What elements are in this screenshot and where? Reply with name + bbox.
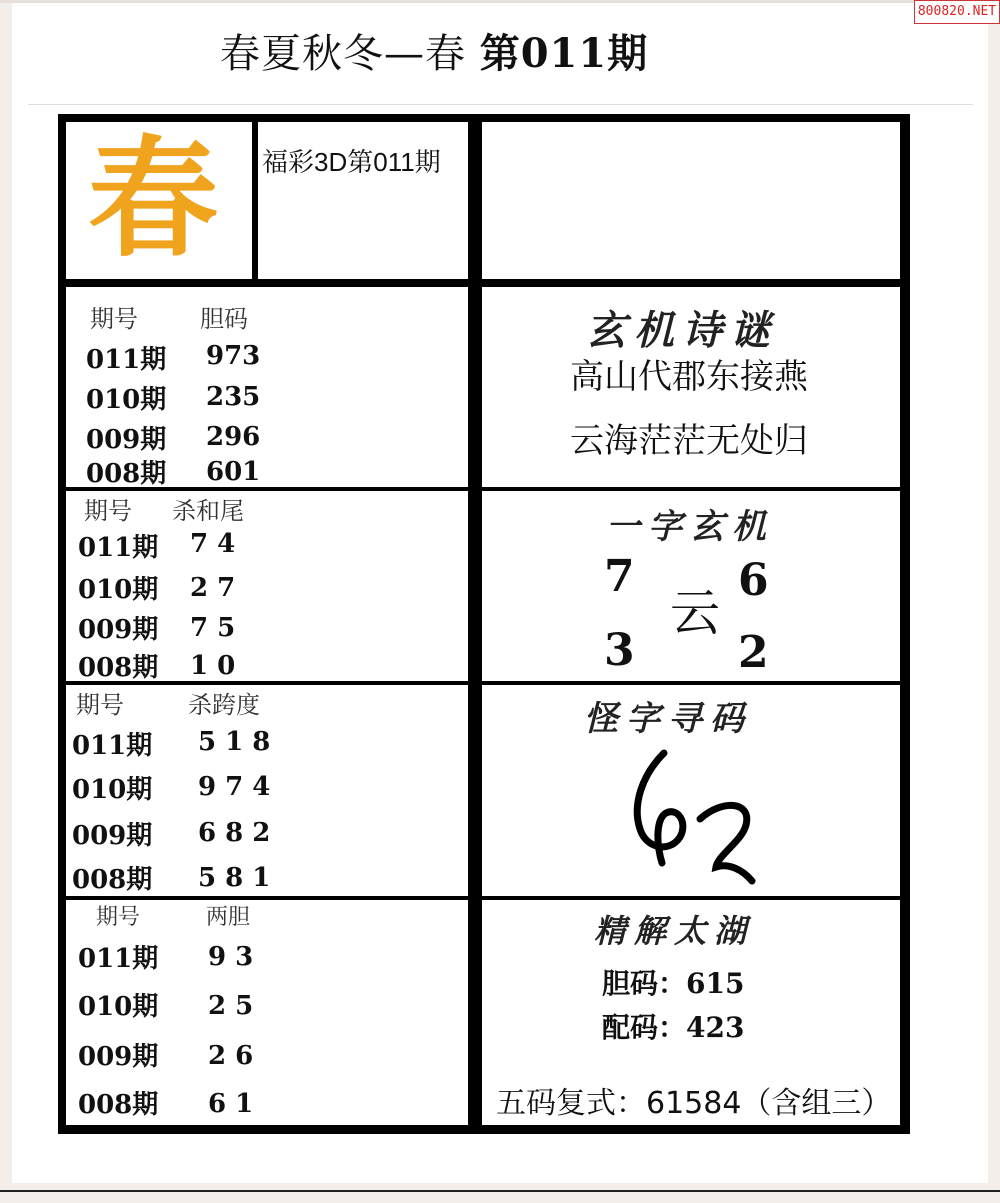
title-main: 春夏秋冬—春	[220, 31, 480, 77]
caption-cell	[258, 122, 468, 279]
taihu-heading: 精解太湖	[594, 912, 755, 950]
taihu-fushi: 五码复式：61584（含组三）	[496, 1086, 892, 1121]
bottom-rule	[0, 1190, 1000, 1192]
table-row-label: 010期	[78, 992, 159, 1022]
yizi-number-top-left: 7	[604, 551, 635, 602]
yizi-number-top-right: 6	[738, 555, 769, 606]
table-row-value: 601	[206, 457, 261, 487]
big-char-cell	[66, 122, 252, 279]
guaizi-box	[482, 685, 900, 896]
yizi-number-bottom-right: 2	[738, 627, 769, 678]
table-row-label: 010期	[72, 775, 153, 805]
page-frame-top	[0, 0, 1000, 3]
kuadu-col-value: 杀跨度	[188, 691, 260, 719]
yizi-char: 云	[670, 584, 720, 642]
page-title	[220, 22, 648, 79]
watermark: 800820.NET	[914, 0, 1000, 24]
chun-char: 春	[88, 122, 219, 275]
table-row-value: 1 0	[190, 651, 236, 681]
table-row-label: 008期	[72, 865, 153, 895]
page-frame-bottom	[0, 1183, 1000, 1203]
table-row-value: 2 7	[190, 573, 236, 603]
title-rule	[28, 104, 973, 105]
table-row-value: 296	[206, 422, 261, 452]
table-row-label: 008期	[78, 1090, 159, 1120]
liangdan-col-issue: 期号	[96, 905, 141, 930]
poem-line-1: 高山代郡东接燕	[570, 357, 808, 397]
table-row-label: 011期	[78, 533, 159, 563]
poem-box	[482, 287, 900, 487]
yizi-heading: 一字玄机	[606, 507, 774, 547]
table-row-label: 011期	[78, 944, 159, 974]
table-row-label: 008期	[78, 653, 159, 681]
yizi-box	[482, 491, 900, 681]
hewei-table	[66, 491, 468, 681]
table-row-value: 2 5	[208, 991, 254, 1021]
taihu-box	[482, 900, 900, 1125]
yizi-number-bottom-left: 3	[604, 625, 635, 676]
page-frame-right	[988, 0, 1000, 1203]
table-row-label: 009期	[78, 1042, 159, 1072]
liangdan-col-value: 两胆	[206, 905, 251, 930]
table-row-label: 008期	[86, 459, 167, 487]
table-row-value: 973	[206, 341, 261, 371]
hewei-col-value: 杀和尾	[172, 497, 244, 525]
table-row-value: 2 6	[208, 1041, 254, 1071]
dan-table	[66, 287, 468, 487]
poem-heading: 玄机诗谜	[586, 307, 778, 354]
table-row-value: 235	[206, 382, 261, 412]
handwritten-62	[622, 745, 772, 885]
taihu-dan: 胆码：615	[602, 967, 745, 1000]
taihu-pei: 配码：423	[602, 1011, 745, 1044]
table-row-value: 5 1 8	[198, 727, 271, 757]
liangdan-table	[66, 900, 468, 1125]
table-row-value: 7 4	[190, 529, 236, 559]
lottery-board	[58, 114, 910, 1134]
table-row-label: 010期	[78, 575, 159, 605]
page-frame-left	[0, 0, 12, 1203]
table-row-label: 009期	[78, 615, 159, 645]
hewei-col-issue: 期号	[84, 497, 132, 525]
issue-caption: 福彩3D第011期	[262, 147, 441, 177]
table-row-value: 6 8 2	[198, 818, 271, 848]
table-row-label: 011期	[86, 345, 167, 375]
kuadu-table	[66, 685, 468, 896]
table-row-label: 011期	[72, 731, 153, 761]
table-row-label: 009期	[72, 821, 153, 851]
blank-cell	[482, 122, 900, 279]
table-row-value: 9 7 4	[198, 772, 271, 802]
poem-line-2: 云海茫茫无处归	[570, 421, 808, 461]
table-row-value: 7 5	[190, 613, 236, 643]
table-row-label: 009期	[86, 425, 167, 455]
dan-col-value: 胆码	[200, 305, 248, 333]
kuadu-col-issue: 期号	[76, 691, 124, 719]
guaizi-heading: 怪字寻码	[584, 699, 752, 739]
table-row-value: 5 8 1	[198, 863, 271, 893]
table-row-value: 9 3	[208, 942, 254, 972]
dan-col-issue: 期号	[90, 305, 138, 333]
table-row-value: 6 1	[208, 1089, 254, 1119]
title-issue: 第011期	[479, 30, 649, 77]
table-row-label: 010期	[86, 385, 167, 415]
